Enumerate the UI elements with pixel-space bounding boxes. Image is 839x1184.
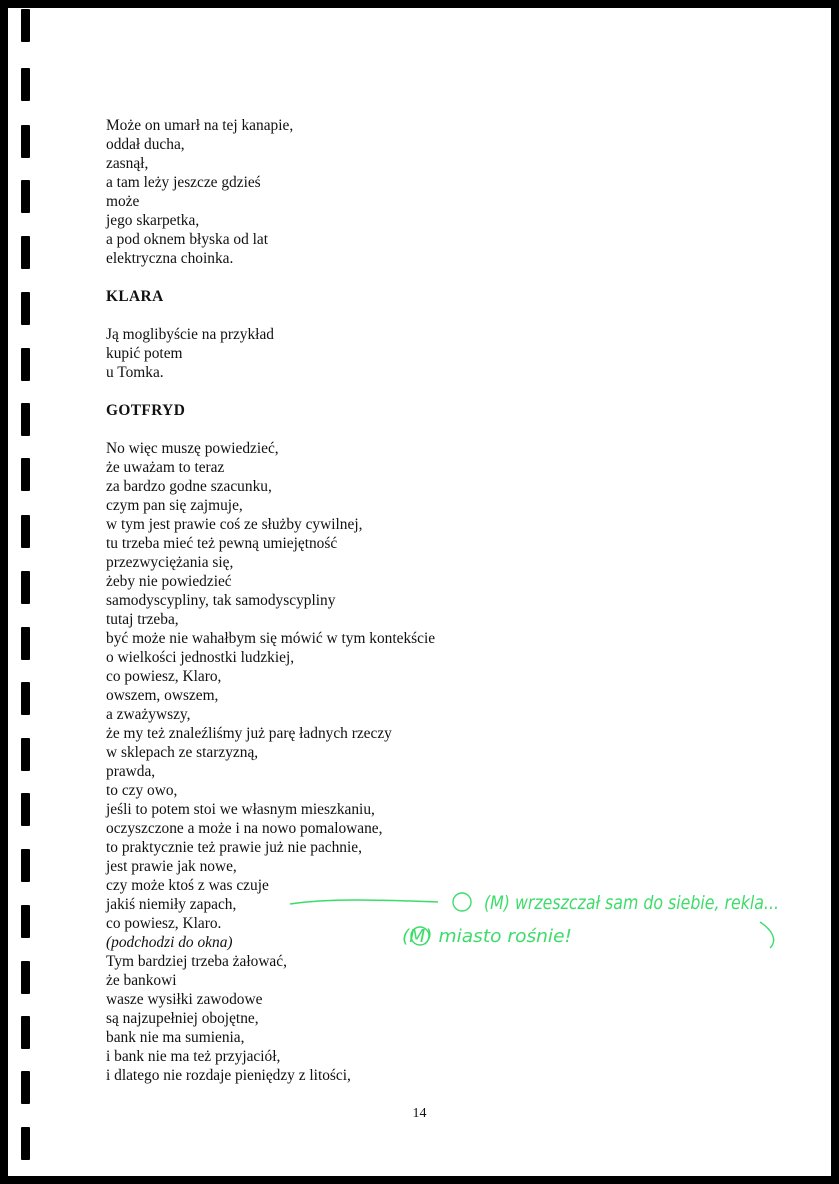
text-line: u Tomka. bbox=[106, 364, 164, 381]
text-line: to czy owo, bbox=[106, 782, 178, 799]
binding-hole bbox=[21, 682, 30, 715]
text-line: co powiesz, Klaro. bbox=[106, 915, 222, 932]
text-line: owszem, owszem, bbox=[106, 687, 219, 704]
text-line: że bankowi bbox=[106, 972, 177, 989]
binding-hole bbox=[21, 1127, 30, 1160]
text-line: oddał ducha, bbox=[106, 136, 185, 153]
text-line: zasnął, bbox=[106, 155, 149, 172]
text-line: wasze wysiłki zawodowe bbox=[106, 991, 263, 1008]
text-line: No więc muszę powiedzieć, bbox=[106, 440, 279, 457]
text-line: i bank nie ma też przyjaciół, bbox=[106, 1048, 281, 1065]
binding-hole bbox=[21, 1071, 30, 1104]
text-line: jeśli to potem stoi we własnym mieszkaniu, bbox=[106, 801, 375, 818]
text-line: przezwyciężania się, bbox=[106, 554, 234, 571]
binding-hole bbox=[21, 738, 30, 771]
binding-hole bbox=[21, 236, 30, 269]
binding-hole bbox=[21, 961, 30, 994]
binding-hole bbox=[21, 348, 30, 381]
binding-hole bbox=[21, 571, 30, 604]
text-line: w tym jest prawie coś ze służby cywilnej, bbox=[106, 516, 363, 533]
text-line: bank nie ma sumienia, bbox=[106, 1029, 245, 1046]
annotation-text-2: (M) miasto rośnie! bbox=[402, 926, 572, 947]
text-line: Ją moglibyście na przykład bbox=[106, 326, 274, 343]
text-line: są najzupełniej obojętne, bbox=[106, 1010, 259, 1027]
text-line: że uważam to teraz bbox=[106, 459, 225, 476]
text-line: o wielkości jednostki ludzkiej, bbox=[106, 649, 295, 666]
page-number: 14 bbox=[412, 1106, 427, 1121]
script-text bbox=[106, 116, 435, 1085]
text-line: kupić potem bbox=[106, 345, 183, 362]
binding-hole bbox=[21, 905, 30, 938]
text-line: a zważywszy, bbox=[106, 706, 191, 723]
text-line: tu trzeba mieć też pewną umiejętność bbox=[106, 535, 338, 552]
binding-hole bbox=[21, 180, 30, 213]
binding-hole bbox=[21, 458, 30, 491]
text-line: Może on umarł na tej kanapie, bbox=[106, 117, 294, 134]
text-line: czy może ktoś z was czuje bbox=[106, 877, 269, 894]
text-line: Tym bardziej trzeba żałować, bbox=[106, 953, 287, 970]
text-line: że my też znaleźliśmy już parę ładnych rzeczy bbox=[106, 725, 392, 742]
annotation-text-1: (M) wrzeszczał sam do siebie, rekla... bbox=[484, 892, 779, 914]
text-line: to praktycznie też prawie już nie pachnie, bbox=[106, 839, 362, 856]
binding-hole bbox=[21, 9, 30, 42]
text-line: tutaj trzeba, bbox=[106, 611, 179, 628]
text-line: i dlatego nie rozdaje pieniędzy z litości, bbox=[106, 1067, 351, 1084]
text-line: a pod oknem błyska od lat bbox=[106, 231, 268, 248]
speaker-name: KLARA bbox=[106, 288, 164, 305]
text-line: prawda, bbox=[106, 763, 156, 780]
binding-hole bbox=[21, 1016, 30, 1049]
binding-hole bbox=[21, 68, 30, 101]
text-line: jakiś niemiły zapach, bbox=[106, 896, 237, 913]
text-line: elektryczna choinka. bbox=[106, 250, 234, 267]
text-line: w sklepach ze starzyzną, bbox=[106, 744, 259, 761]
text-line: oczyszczone a może i na nowo pomalowane, bbox=[106, 820, 383, 837]
text-line: za bardzo godne szacunku, bbox=[106, 478, 272, 495]
binding-hole bbox=[21, 125, 30, 158]
text-line: być może nie wahałbym się mówić w tym kontekście bbox=[106, 630, 436, 647]
text-line: co powiesz, Klaro, bbox=[106, 668, 222, 685]
binding-holes bbox=[0, 0, 40, 1184]
binding-hole bbox=[21, 793, 30, 826]
binding-hole bbox=[21, 849, 30, 882]
text-line: czym pan się zajmuje, bbox=[106, 497, 243, 514]
speaker-name: GOTFRYD bbox=[106, 402, 186, 419]
binding-hole bbox=[21, 292, 30, 325]
stage-direction: (podchodzi do okna) bbox=[106, 934, 233, 951]
binding-hole bbox=[21, 403, 30, 436]
text-line: jego skarpetka, bbox=[106, 212, 200, 229]
text-line: jest prawie jak nowe, bbox=[106, 858, 237, 875]
text-line: żeby nie powiedzieć bbox=[106, 573, 232, 590]
text-line: a tam leży jeszcze gdzieś bbox=[106, 174, 261, 191]
binding-hole bbox=[21, 515, 30, 548]
binding-hole bbox=[21, 627, 30, 660]
text-line: może bbox=[106, 193, 140, 210]
text-line: samodyscypliny, tak samodyscypliny bbox=[106, 592, 336, 609]
